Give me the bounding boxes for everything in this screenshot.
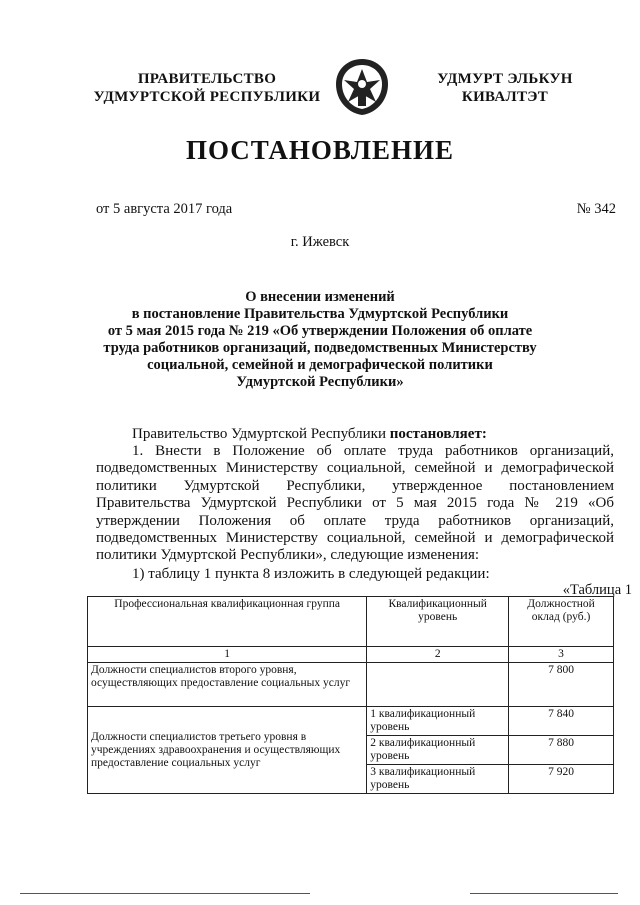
column-number: 1 xyxy=(88,647,367,663)
group-name: Должности специалистов второго уровня, осуществляющих предоставление социальных услуг xyxy=(88,663,367,707)
group-name: Должности специалистов третьего уровня в учреждениях здравоохранения и осуществляющих предоставление социальных услуг xyxy=(88,707,367,794)
government-name-udmurt xyxy=(400,70,610,106)
footer-divider-right xyxy=(470,893,618,894)
document-city: г. Ижевск xyxy=(290,234,350,250)
intro-keyword: постановляет: xyxy=(389,426,487,442)
column-number: 3 xyxy=(509,647,614,663)
header-level: Квалификационный уровень xyxy=(367,597,509,647)
subject-line: Удмуртской Республики» xyxy=(236,374,404,390)
subject-line: от 5 мая 2015 года № 219 «Об утверждении Положения об оплате xyxy=(107,323,533,339)
salary-table xyxy=(87,596,614,794)
government-name-line1: ПРАВИТЕЛЬСТВО xyxy=(137,71,277,87)
table-header-row xyxy=(88,597,614,647)
level-cell: 1 квалификационный уровень xyxy=(367,707,509,736)
column-number: 2 xyxy=(367,647,509,663)
table-label: «Таблица 1 xyxy=(562,582,632,598)
item-1-1-paragraph: 1) таблицу 1 пункта 8 изложить в следующей редакции: xyxy=(132,566,490,582)
header-salary: Должностной оклад (руб.) xyxy=(509,597,614,647)
salary-value: 7 800 xyxy=(509,663,614,707)
table-row xyxy=(88,663,614,707)
document-date: от 5 августа 2017 года xyxy=(96,201,233,217)
government-name-udmurt-line1: УДМУРТ ЭЛЬКУН xyxy=(437,71,573,87)
level-cell: 3 квалификационный уровень xyxy=(367,765,509,794)
coat-of-arms-emblem xyxy=(330,56,394,118)
government-name-udmurt-line2: КИВАЛТЭТ xyxy=(461,89,549,105)
level-cell xyxy=(367,663,509,707)
table-row xyxy=(88,707,614,736)
level-cell: 2 квалификационный уровень xyxy=(367,736,509,765)
intro-text: Правительство Удмуртской Республики xyxy=(132,426,390,442)
subject-line: труда работников организаций, подведомственных Министерству xyxy=(103,340,537,356)
salary-value: 7 840 xyxy=(509,707,614,736)
subject-line: О внесении изменений xyxy=(245,289,395,305)
document-subject xyxy=(70,289,570,391)
subject-line: социальной, семейной и демографической политики xyxy=(147,357,493,373)
header-group: Профессиональная квалификационная группа xyxy=(88,597,367,647)
document-number: № 342 xyxy=(576,201,616,217)
government-name-russian xyxy=(88,70,326,106)
item-1-paragraph: 1. Внести в Положение об оплате труда работников организаций, подведомственных Министерству социальной, семейной и демографической политики Удмуртской Республики, утвержденное постановлением Правительства Удмуртской Республики от 5 мая 2015 года № 219 «Об утверждении Положения об оплате труда работников организаций, подведомственных Министерству социальной, семейной и демографической политики Удмуртской Республики», следующие изменения: xyxy=(96,443,614,564)
salary-value: 7 880 xyxy=(509,736,614,765)
intro-paragraph xyxy=(96,426,614,443)
subject-line: в постановление Правительства Удмуртской Республики xyxy=(131,306,509,322)
government-name-line2: УДМУРТСКОЙ РЕСПУБЛИКИ xyxy=(93,89,321,105)
table-number-row xyxy=(88,647,614,663)
footer-divider-left xyxy=(20,893,310,894)
salary-value: 7 920 xyxy=(509,765,614,794)
document-title: ПОСТАНОВЛЕНИЕ xyxy=(185,135,455,165)
